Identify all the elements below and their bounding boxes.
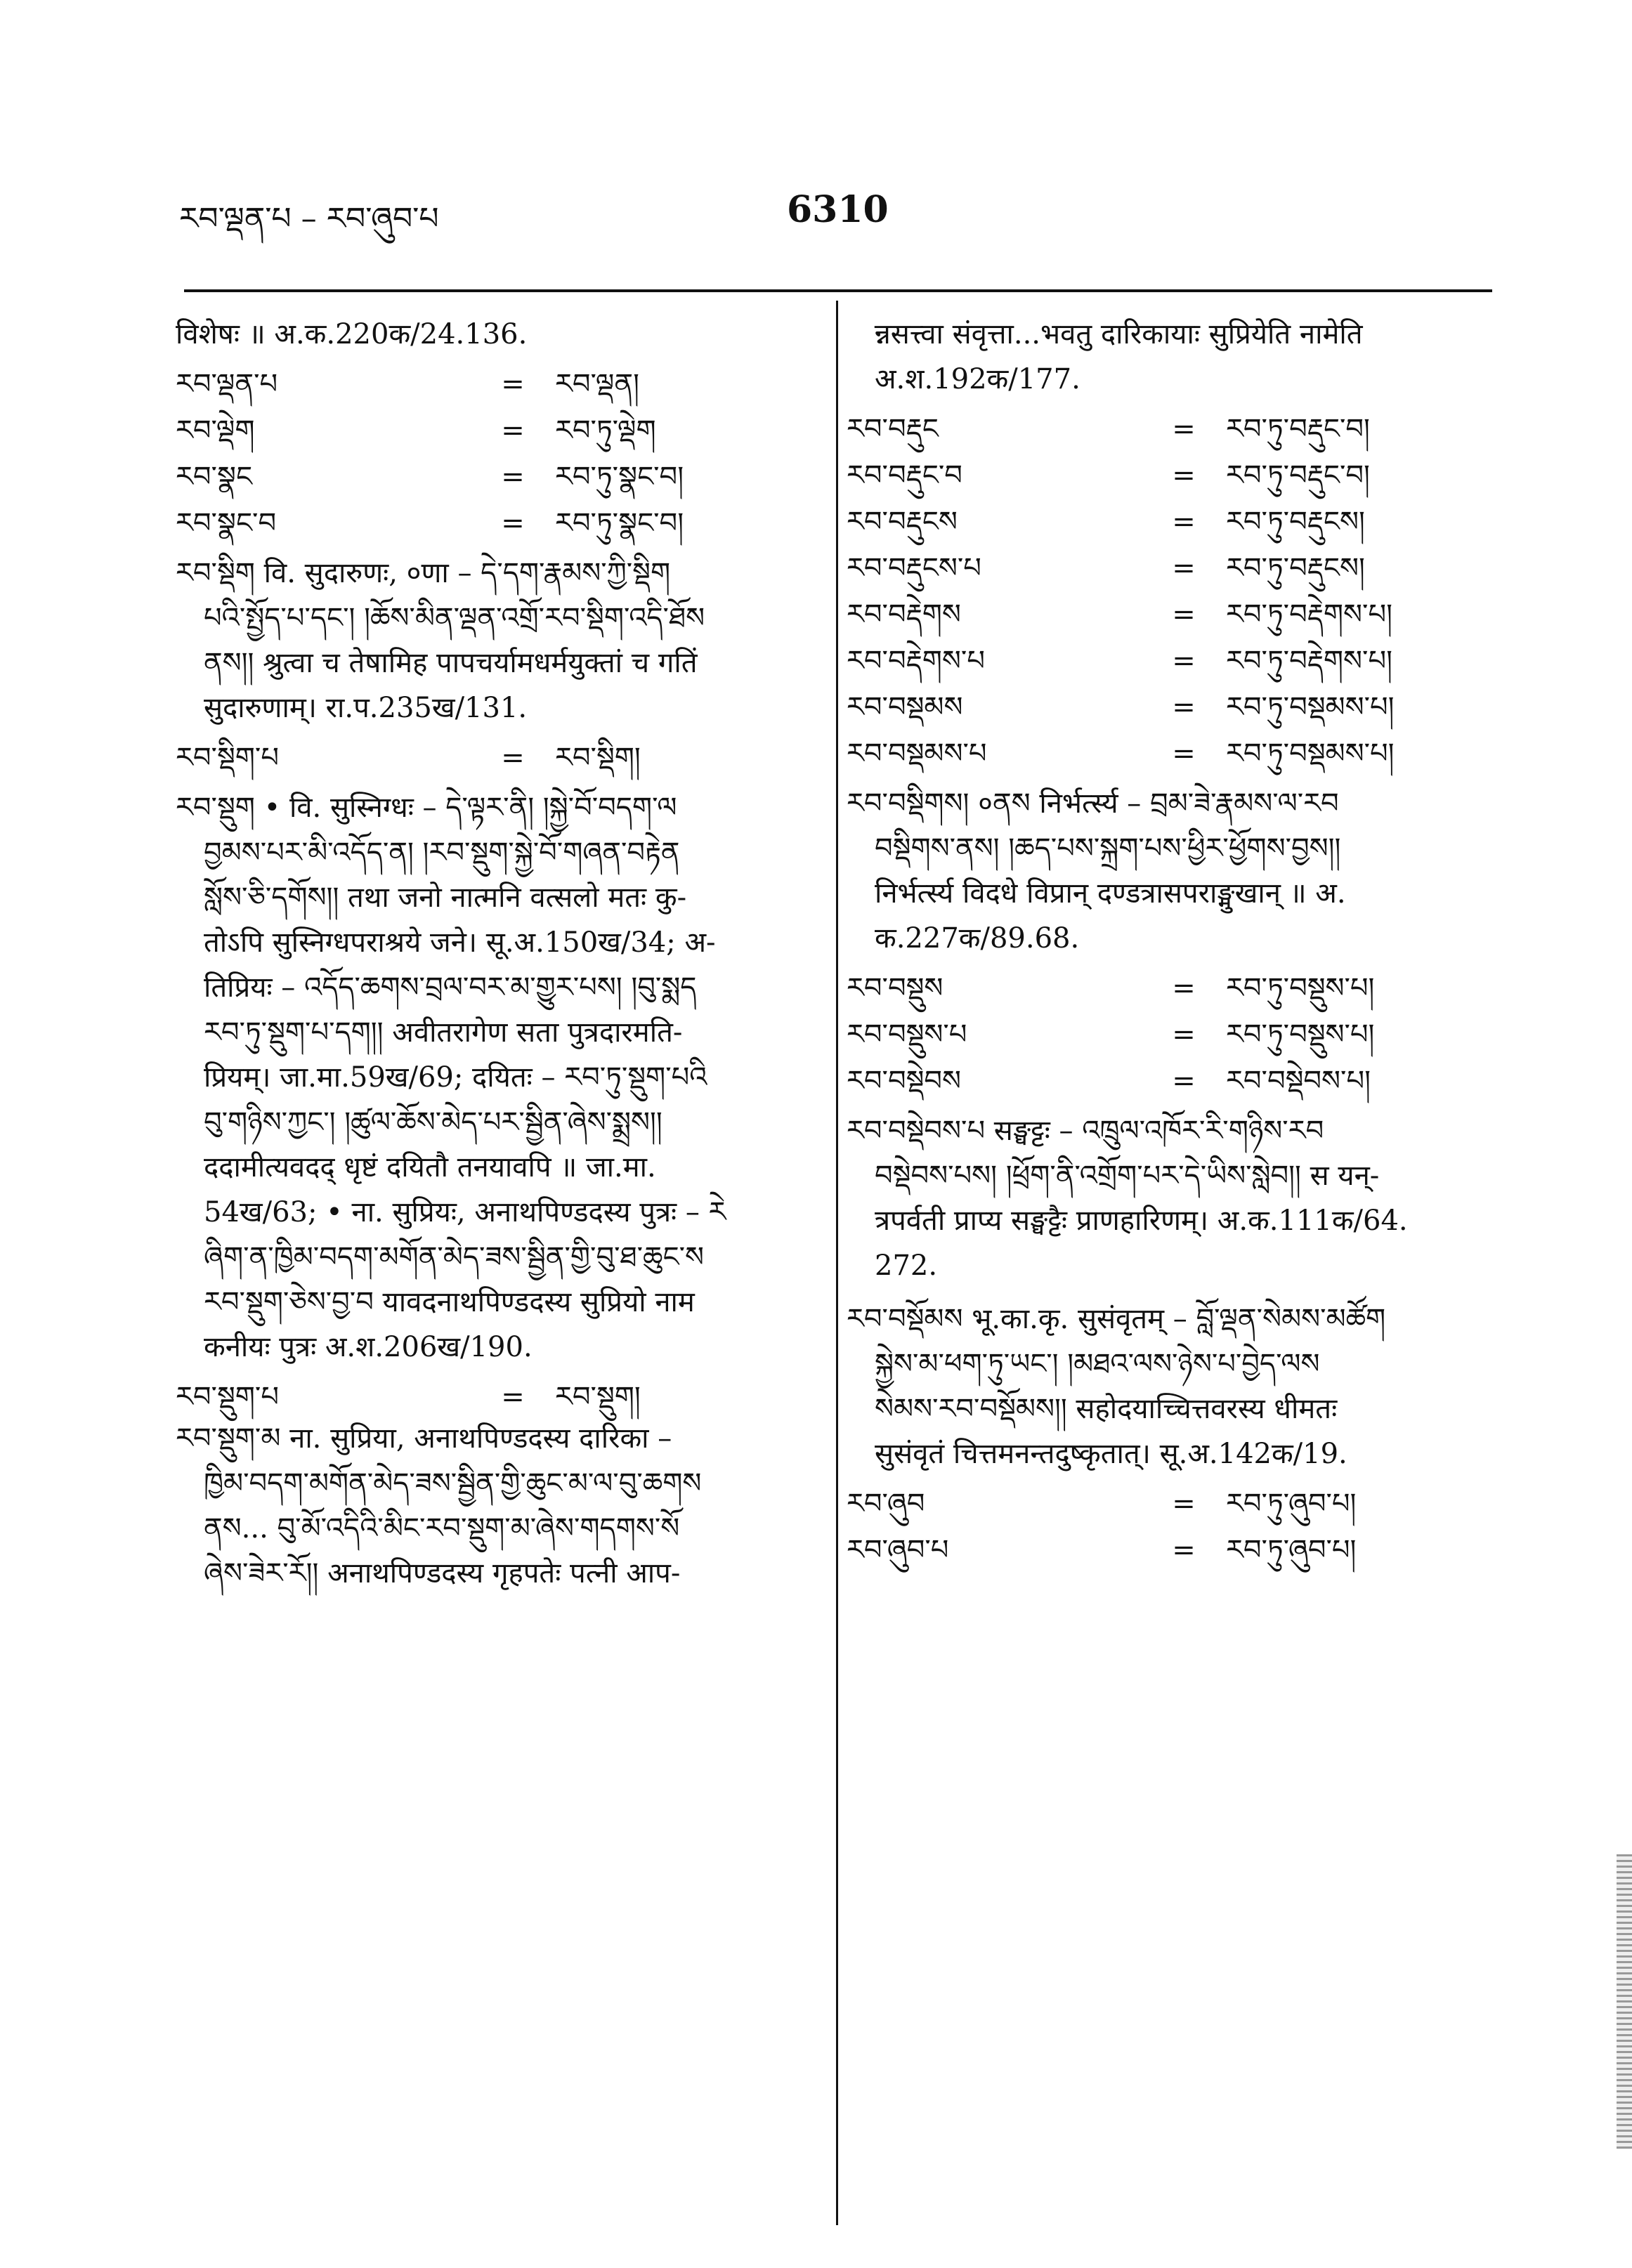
cross-reference-entry — [176, 407, 801, 454]
entry-line: ददामीत्यवदद् धृष्टं दयितौ तनयावपि ॥ जा.मा. — [204, 1151, 656, 1184]
entry-line: སེམས་རབ་བསྡོམས།། सहोदयाच्चित्तवरस्य धीमतः — [875, 1393, 1338, 1425]
headword: རབ་སྡུག་པ — [176, 1381, 279, 1413]
scan-edge-artifact — [1617, 1854, 1632, 2149]
target-word: རབ་ཏུ་ཞུབ་པ། — [1226, 1534, 1357, 1566]
cross-reference-entry — [847, 499, 1468, 545]
headword: རབ་བསྡུས་པ — [847, 1018, 967, 1051]
entry-line: རབ་སྡུག་མ ना. सुप्रिया, अनाथपिण्डदस्य दारिका – — [176, 1422, 672, 1455]
entry-line: སློས་ཅི་དགོས།། तथा जनो नात्मनि वत्सलो मतः कु- — [204, 881, 687, 914]
continued-line: विशेषः ॥ अ.क.220क/24.136. — [176, 318, 528, 350]
target-word: རབ་ཏུ་བརྡེགས་པ། — [1226, 645, 1392, 677]
continued-line: न्नसत्त्वा संवृत्ता...भवतु दारिकायाः सुप्रियेति नामेति — [875, 318, 1363, 350]
entry-line: सुसंवृतं चित्तमनन्तदुष्कृतात्। सू.अ.142क/19. — [875, 1438, 1347, 1470]
target-word: རབ་ཏུ་ཞུབ་པ། — [1226, 1488, 1357, 1520]
entry-line: ཞིག་ན་ཁྱིམ་བདག་མགོན་མེད་ཟས་སྦྱིན་གྱི་བུ་ཐ་ཆུང་ས — [204, 1241, 704, 1273]
cross-reference-entry — [176, 500, 801, 546]
target-word: རབ་ཏུ་སྣང་བ། — [555, 507, 684, 539]
headword: རབ་བརྡེགས་པ — [847, 645, 985, 677]
target-word: རབ་ཏུ་བསྡམས་པ། — [1226, 691, 1395, 723]
equals-sign: = — [501, 461, 525, 493]
entry-line: ཁྱིམ་བདག་མགོན་མེད་ཟས་སྦྱིན་གྱི་ཆུང་མ་ལ་བུ་ཆགས — [204, 1467, 702, 1500]
entry-line: तिप्रियः – འདོད་ཆགས་བྲལ་བར་མ་གྱུར་པས། །བུ་སྨད — [204, 971, 697, 1004]
target-word: རབ་ཏུ་བརྡུངས། — [1226, 552, 1365, 584]
cross-reference-entry — [847, 545, 1468, 591]
equals-sign: = — [501, 1381, 525, 1413]
entry-line: ཞེས་ཟེར་རོ།། अनाथपिण्डदस्य गृहपतेः पत्नी आप- — [204, 1557, 681, 1589]
entry-line: བྱམས་པར་མི་འདོད་ན། །རབ་སྡུག་སྐྱེ་བོ་གཞན་བརྟེན — [204, 837, 680, 869]
target-word: རབ་ཏུ་སྣང་བ། — [555, 461, 684, 493]
target-word: རབ་ཏུ་བརྡུང་བ། — [1226, 413, 1370, 445]
headword: རབ་བརྡུང་བ — [847, 459, 962, 492]
equals-sign: = — [1172, 459, 1196, 492]
entry-line: རབ་བསྡེབས་པ सङ्घट्टः – འཁྲུལ་འཁོར་རི་གཉིས་རབ — [847, 1115, 1324, 1147]
headword: རབ་བསྡུས — [847, 972, 944, 1004]
headword: རབ་ལྡན་པ — [176, 368, 278, 400]
entry-line: རབ་བསྡོམས भू.का.कृ. सुसंवृतम् – བློ་ལྡན་སེམས་མཚོག — [847, 1303, 1386, 1335]
entry-line: क.227क/89.68. — [875, 922, 1080, 955]
entry-line: निर्भर्त्स्य विदधे विप्रान् दण्डत्रासपराङ्मुखान् ॥ अ. — [875, 877, 1346, 910]
target-word: རབ་སྡུག། — [555, 1381, 641, 1413]
equals-sign: = — [1172, 1534, 1196, 1566]
cross-reference-entry — [176, 735, 801, 781]
entry-line: ནས... བུ་མོ་འདིའི་མིང་རབ་སྡུག་མ་ཞེས་གདགས་སོ — [204, 1512, 680, 1545]
entry-line: ནས།། श्रुत्वा च तेषामिह पापचर्यामधर्मयुक्तां च गतिं — [204, 647, 698, 679]
equals-sign: = — [1172, 552, 1196, 584]
headword: རབ་བསྡམས — [847, 691, 963, 723]
cross-reference-entry — [847, 406, 1468, 452]
headword: རབ་ཞུབ་པ — [847, 1534, 949, 1566]
headword: རབ་བརྡེགས — [847, 598, 961, 631]
entry-line: རབ་སྡིག वि. सुदारुणः, ०णा – དེ་དག་རྣམས་ཀྱི་སྡིག — [176, 557, 671, 589]
target-word: རབ་ཏུ་ལྡེག — [555, 414, 656, 447]
headword: རབ་སྣང — [176, 461, 253, 493]
entry-line: प्रियम्। जा.मा.59ख/69; दयितः – རབ་ཏུ་སྡུག་པའི — [204, 1061, 707, 1094]
equals-sign: = — [501, 742, 525, 774]
header-rule — [184, 289, 1492, 292]
headword: རབ་བསྡེབས — [847, 1065, 962, 1097]
entry-line: सुदारुणाम्। रा.प.235ख/131. — [204, 692, 528, 724]
headword: རབ་སྣང་བ — [176, 507, 277, 539]
headword: རབ་བརྡུངས — [847, 506, 958, 538]
page-number: 6310 — [787, 188, 889, 231]
target-word: རབ་ཏུ་བརྡུང་བ། — [1226, 459, 1370, 492]
entry-line: कनीयः पुत्रः अ.श.206ख/190. — [204, 1331, 533, 1363]
entry-line: བསྡེབས་པས། །ཕྲོག་ནི་འགྲོག་པར་དེ་ཡིས་སླེབ།། स यन्- — [875, 1160, 1380, 1192]
equals-sign: = — [1172, 413, 1196, 445]
entry-line: བུ་གཉིས་ཀྱང་། །ཚུལ་ཆོས་མེད་པར་སྦྱིན་ཞེས་སྨྲས།། — [204, 1106, 662, 1139]
headword: རབ་བསྡམས་པ — [847, 738, 987, 770]
target-word: རབ་སྡིག། — [555, 742, 641, 774]
equals-sign: = — [501, 414, 525, 447]
equals-sign: = — [1172, 1018, 1196, 1051]
equals-sign: = — [1172, 1488, 1196, 1520]
entry-line: 54ख/63; • ना. सुप्रियः, अनाथपिण्डदस्य पुत्रः – རེ — [204, 1196, 726, 1228]
target-word: རབ་ཏུ་བསྡུས་པ། — [1226, 1018, 1375, 1051]
target-word: རབ་བསྡེབས་པ། — [1226, 1065, 1371, 1097]
entry-line: བསྡིགས་ནས། །ཆད་པས་སྐྲག་པས་ཕྱིར་ཕྱོགས་བྱས།། — [875, 832, 1341, 865]
cross-reference-entry — [847, 1527, 1468, 1573]
column-divider — [836, 301, 838, 2225]
entry-line: པའི་སྤྱོད་པ་དང་། །ཆོས་མིན་ལྡན་འགྲོ་རབ་སྡིག་འདི་ཐོས — [204, 602, 705, 634]
target-word: རབ་ལྡན། — [555, 368, 639, 400]
target-word: རབ་ཏུ་བརྡེགས་པ། — [1226, 598, 1392, 631]
left-column — [176, 316, 801, 1600]
headword: རབ་བརྡུངས་པ — [847, 552, 981, 584]
cross-reference-entry — [847, 1011, 1468, 1058]
equals-sign: = — [1172, 1065, 1196, 1097]
cross-reference-entry — [847, 452, 1468, 499]
entry-line: སྐྱེས་མ་ཕག་ཏུ་ཡང་། །མཐའ་ལས་ཉེས་པ་བྱེད་ལས — [875, 1348, 1320, 1380]
entry-line: तोऽपि सुस्निग्धपराश्रये जने। सू.अ.150ख/34; अ- — [204, 926, 716, 959]
equals-sign: = — [1172, 972, 1196, 1004]
headword: རབ་བརྡུང — [847, 413, 939, 445]
target-word: རབ་ཏུ་བསྡམས་པ། — [1226, 738, 1395, 770]
cross-reference-entry — [847, 1481, 1468, 1527]
target-word: རབ་ཏུ་བསྡུས་པ། — [1226, 972, 1375, 1004]
entry-line: त्रपर्वती प्राप्य सङ्घट्टैः प्राणहारिणम्। अ.क.111क/64. — [875, 1205, 1408, 1237]
equals-sign: = — [501, 507, 525, 539]
entry-line: རབ་བསྡིགས། ०ནས निर्भर्त्स्य – བྲམ་ཟེ་རྣམས་ལ་རབ — [847, 787, 1339, 820]
cross-reference-entry — [847, 684, 1468, 730]
headword: རབ་ལྡེག — [176, 414, 255, 447]
entry-line: རབ་སྡུག • वि. सुस्निग्धः – དེ་ལྟར་ནི། །སྐྱེ་བོ་བདག་ལ — [176, 792, 677, 824]
equals-sign: = — [1172, 506, 1196, 538]
cross-reference-entry — [176, 1374, 801, 1420]
cross-reference-entry — [847, 730, 1468, 777]
cross-reference-entry — [847, 591, 1468, 638]
entry-line: རབ་སྡུག་ཅེས་བྱ་བ यावदनाथपिण्डदस्य सुप्रियो नाम — [204, 1286, 695, 1318]
cross-reference-entry — [847, 965, 1468, 1011]
entry-line: རབ་ཏུ་སྡུག་པ་དག།། अवीतरागेण सता पुत्रदारमति- — [204, 1016, 683, 1049]
continued-line: अ.श.192क/177. — [875, 363, 1081, 395]
headword: རབ་ཞུབ — [847, 1488, 925, 1520]
equals-sign: = — [1172, 691, 1196, 723]
cross-reference-entry — [847, 638, 1468, 684]
cross-reference-entry — [176, 454, 801, 500]
equals-sign: = — [1172, 738, 1196, 770]
running-head: རབ་ལྡན་པ – རབ་ཞུབ་པ — [179, 201, 439, 237]
target-word: རབ་ཏུ་བརྡུངས། — [1226, 506, 1365, 538]
cross-reference-entry — [847, 1058, 1468, 1104]
right-column — [847, 316, 1468, 1573]
equals-sign: = — [501, 368, 525, 400]
equals-sign: = — [1172, 645, 1196, 677]
cross-reference-entry — [176, 361, 801, 407]
headword: རབ་སྡིག་པ — [176, 742, 279, 774]
equals-sign: = — [1172, 598, 1196, 631]
entry-line: 272. — [875, 1250, 938, 1282]
